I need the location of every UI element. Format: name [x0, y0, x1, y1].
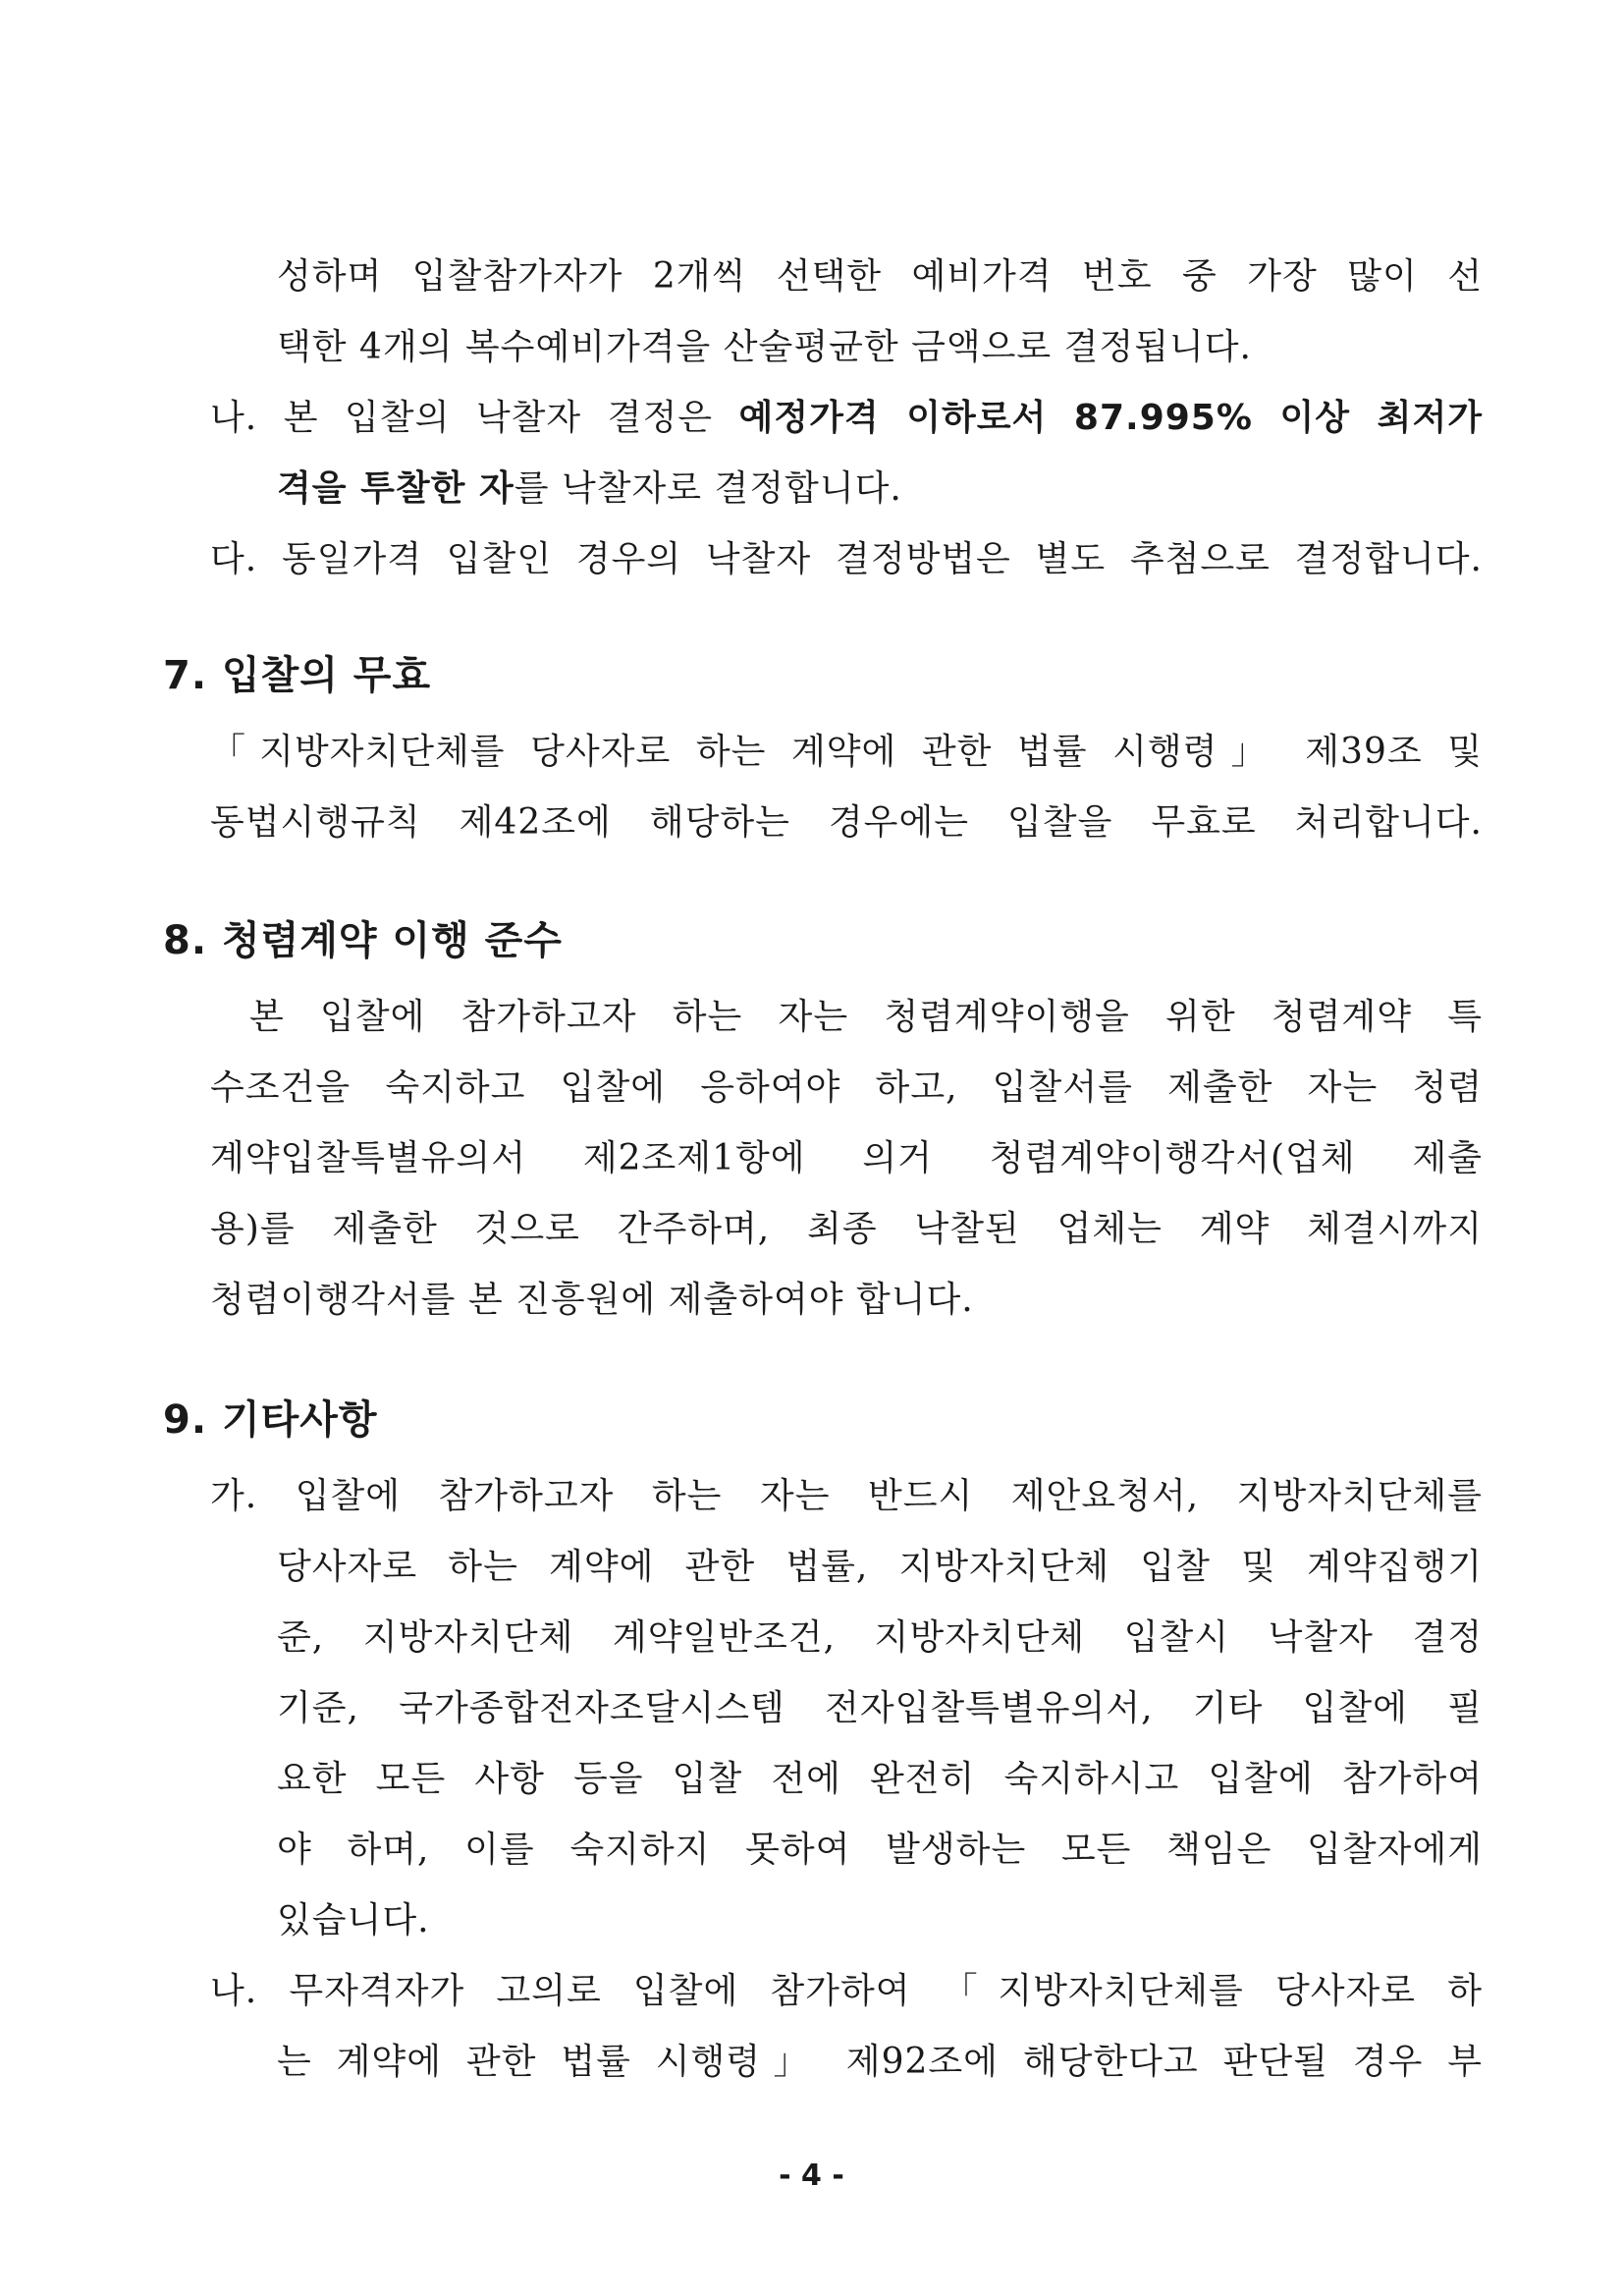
section-9-ga-line-7: 있습니다. [277, 1900, 430, 1941]
section-9-na-line-2: 는 계약에 관한 법률 시행령」 제92조에 해당한다고 판단될 경우 부 [277, 2042, 1483, 2082]
section-9-ga-line-5: 요한 모든 사항 등을 입찰 전에 완전히 숙지하시고 입찰에 참가하여 [277, 1759, 1483, 1799]
section-9-heading: 9. 기타사항 [163, 1397, 378, 1443]
section-9-ga-line-1: 가. 입찰에 참가하고자 하는 자는 반드시 제안요청서, 지방자치단체를 [210, 1476, 1483, 1516]
section-7-line-1: 「지방자치단체를 당사자로 하는 계약에 관한 법률 시행령」 제39조 및 [210, 732, 1483, 772]
section-8-line-2: 수조건을 숙지하고 입찰에 응하여야 하고, 입찰서를 제출한 자는 청렴 [210, 1067, 1483, 1108]
section-9-ga-line-2: 당사자로 하는 계약에 관한 법률, 지방자치단체 입찰 및 계약집행기 [277, 1547, 1483, 1587]
item-na-emphasis-cont: 격을 투찰한 자 [277, 468, 514, 509]
page-number: - 4 - [779, 2159, 844, 2193]
item-na-line-1 [210, 395, 1483, 442]
continuation-line-2: 택한 4개의 복수예비가격을 산술평균한 금액으로 결정됩니다. [277, 327, 1252, 367]
section-8-line-4: 용)를 제출한 것으로 간주하며, 최종 낙찰된 업체는 계약 체결시까지 [210, 1209, 1483, 1249]
section-8-line-3: 계약입찰특별유의서 제2조제1항에 의거 청렴계약이행각서(업체 제출 [210, 1138, 1483, 1178]
section-9-ga-line-6: 야 하며, 이를 숙지하지 못하여 발생하는 모든 책임은 입찰자에게 [277, 1830, 1483, 1870]
item-na-emphasis: 예정가격 이하로서 87.995% 이상 최저가 [738, 398, 1483, 438]
item-na-line-2 [277, 465, 1483, 513]
item-na-text: 나. 본 입찰의 낙찰자 결정은 [210, 398, 739, 438]
section-8-heading: 8. 청렴계약 이행 준수 [163, 918, 563, 963]
section-9-ga-line-4: 기준, 국가종합전자조달시스템 전자입찰특별유의서, 기타 입찰에 필 [277, 1688, 1483, 1728]
section-9-na-line-1: 나. 무자격자가 고의로 입찰에 참가하여 「지방자치단체를 당사자로 하 [210, 1971, 1483, 2011]
section-8-line-1: 본 입찰에 참가하고자 하는 자는 청렴계약이행을 위한 청렴계약 특 [249, 997, 1483, 1037]
section-7-line-2: 동법시행규칙 제42조에 해당하는 경우에는 입찰을 무효로 처리합니다. [210, 802, 1483, 843]
section-9-ga-line-3: 준, 지방자치단체 계약일반조건, 지방자치단체 입찰시 낙찰자 결정 [277, 1617, 1483, 1658]
section-8-line-5: 청렴이행각서를 본 진흥원에 제출하여야 합니다. [210, 1280, 974, 1320]
item-na-text-cont: 를 낙찰자로 결정합니다. [514, 468, 902, 509]
section-7-heading: 7. 입찰의 무효 [163, 653, 432, 698]
item-da-line-1: 다. 동일가격 입찰인 경우의 낙찰자 결정방법은 별도 추첨으로 결정합니다. [210, 539, 1483, 579]
continuation-line-1: 성하며 입찰참가자가 2개씩 선택한 예비가격 번호 중 가장 많이 선 [277, 256, 1483, 297]
